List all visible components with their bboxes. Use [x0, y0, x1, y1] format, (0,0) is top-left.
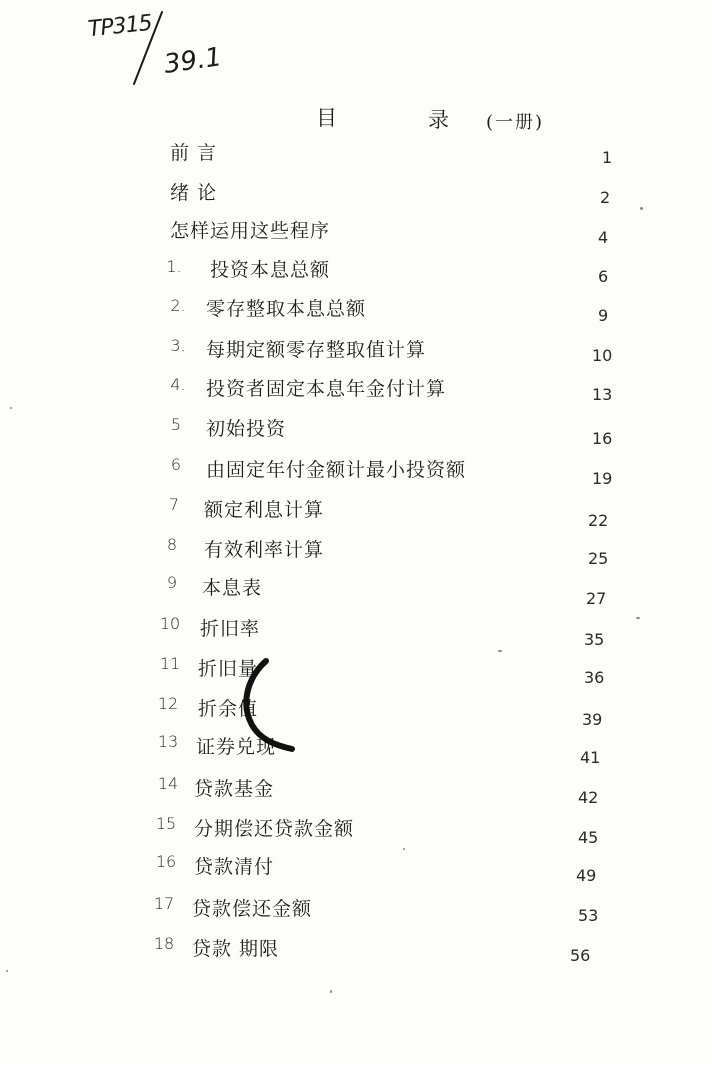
toc-entry-number: 9 [166, 573, 178, 592]
toc-entry-14 [0, 768, 713, 806]
toc-entry-page: 36 [584, 668, 605, 687]
toc-entry-title: 额定利息计算 [204, 499, 325, 521]
toc-entry-title: 投资者固定本息年金付计算 [206, 378, 447, 400]
toc-entry-page: 13 [592, 385, 613, 404]
toc-entry-page: 35 [584, 630, 605, 649]
scan-speck [498, 650, 502, 652]
toc-entry-page: 49 [576, 866, 597, 885]
toc-entry-title: 本息表 [202, 577, 263, 599]
toc-entry-title: 绪 论 [170, 182, 218, 204]
toc-entry-page: 2 [600, 188, 611, 207]
toc-entry-number: 17 [153, 894, 175, 913]
toc-entry-18 [0, 930, 713, 968]
toc-entry-number: 7 [168, 495, 180, 514]
toc-entry-number: 1. [166, 257, 182, 276]
toc-entry-number: 18 [153, 934, 175, 953]
toc-entry-preface [0, 134, 713, 172]
toc-entry-number: 16 [155, 852, 177, 871]
toc-entry-title: 折旧量 [198, 658, 259, 680]
toc-entry-number: 5 [170, 415, 182, 434]
toc-entry-title: 贷款 期限 [192, 938, 280, 960]
toc-entry-how-to-use [0, 212, 713, 250]
toc-entry-12 [0, 690, 713, 728]
scan-speck [403, 848, 405, 850]
toc-entry-number: 14 [157, 774, 179, 793]
toc-entry-page: 16 [592, 429, 613, 448]
toc-entry-title: 初始投资 [206, 418, 287, 440]
toc-entry-title: 前 言 [170, 142, 218, 164]
toc-entry-page: 1 [602, 148, 613, 167]
toc-entry-2 [0, 292, 713, 330]
toc-entry-number: 2. [170, 296, 186, 315]
toc-title [310, 100, 600, 136]
scan-speck [640, 207, 643, 210]
toc-entry-6 [0, 451, 713, 489]
toc-entry-number: 4. [170, 375, 186, 394]
slash-mark [128, 8, 168, 88]
toc-entry-7 [0, 491, 713, 529]
toc-entry-number: 6 [170, 455, 182, 474]
call-number-suffix: 39.1 [162, 42, 224, 80]
toc-entry-17 [0, 890, 713, 928]
toc-entry-page: 39 [582, 710, 603, 729]
toc-entry-title: 有效利率计算 [204, 539, 325, 561]
pen-stroke-mark [230, 655, 300, 755]
toc-entry-page: 9 [598, 306, 609, 325]
toc-entry-title: 由固定年付金额计最小投资额 [206, 459, 467, 481]
call-number-prefix: TP315 [86, 10, 153, 43]
toc-entry-introduction [0, 174, 713, 212]
toc-entry-number: 15 [155, 814, 177, 833]
toc-entry-3 [0, 332, 713, 370]
toc-entry-page: 27 [586, 589, 607, 608]
toc-title-part2: 录 [428, 108, 449, 132]
toc-entry-13 [0, 728, 713, 766]
toc-entry-9 [0, 569, 713, 607]
toc-entry-number: 11 [159, 654, 181, 673]
scan-speck [330, 990, 332, 993]
toc-entry-title: 折旧率 [200, 618, 261, 640]
toc-entry-page: 42 [578, 788, 599, 807]
toc-entry-page: 19 [592, 469, 613, 488]
toc-entry-title: 每期定额零存整取值计算 [206, 339, 427, 361]
toc-title-part3: (一册) [486, 112, 545, 133]
toc-entry-number: 10 [159, 614, 181, 633]
toc-entry-title: 投资本息总额 [210, 259, 331, 281]
toc-entry-number: 8 [166, 535, 178, 554]
toc-entry-page: 10 [592, 346, 613, 365]
toc-entry-title: 贷款清付 [194, 856, 275, 878]
toc-entry-title: 怎样运用这些程序 [170, 220, 331, 242]
toc-entry-number: 13 [157, 732, 179, 751]
scan-speck [6, 970, 8, 972]
toc-title-part1: 目 [316, 106, 337, 130]
toc-entry-page: 53 [578, 906, 599, 925]
toc-entry-title: 证券兑现 [196, 736, 277, 758]
toc-entry-title: 折余值 [198, 698, 259, 720]
toc-entry-16 [0, 848, 713, 886]
toc-entry-11 [0, 650, 713, 688]
toc-entry-page: 45 [578, 828, 599, 847]
toc-entry-page: 6 [598, 267, 609, 286]
toc-entry-page: 41 [580, 748, 601, 767]
toc-entry-title: 贷款基金 [194, 778, 275, 800]
toc-entry-4 [0, 371, 713, 409]
toc-entry-10 [0, 610, 713, 648]
toc-entry-title: 贷款偿还金额 [192, 898, 313, 920]
handwritten-call-number [80, 8, 250, 88]
toc-entry-number: 12 [157, 694, 179, 713]
toc-entry-page: 4 [598, 228, 609, 247]
toc-entry-1 [0, 253, 713, 291]
toc-entry-page: 25 [588, 549, 609, 568]
toc-entry-page: 56 [570, 946, 591, 965]
toc-entry-number: 3. [170, 336, 186, 355]
scan-speck [10, 407, 12, 409]
toc-entry-title: 分期偿还贷款金额 [194, 818, 355, 840]
toc-entry-title: 零存整取本息总额 [206, 298, 367, 320]
scan-speck [636, 617, 640, 619]
toc-entry-15 [0, 808, 713, 846]
toc-entry-8 [0, 531, 713, 569]
toc-entry-5 [0, 411, 713, 449]
toc-entry-page: 22 [588, 511, 609, 530]
